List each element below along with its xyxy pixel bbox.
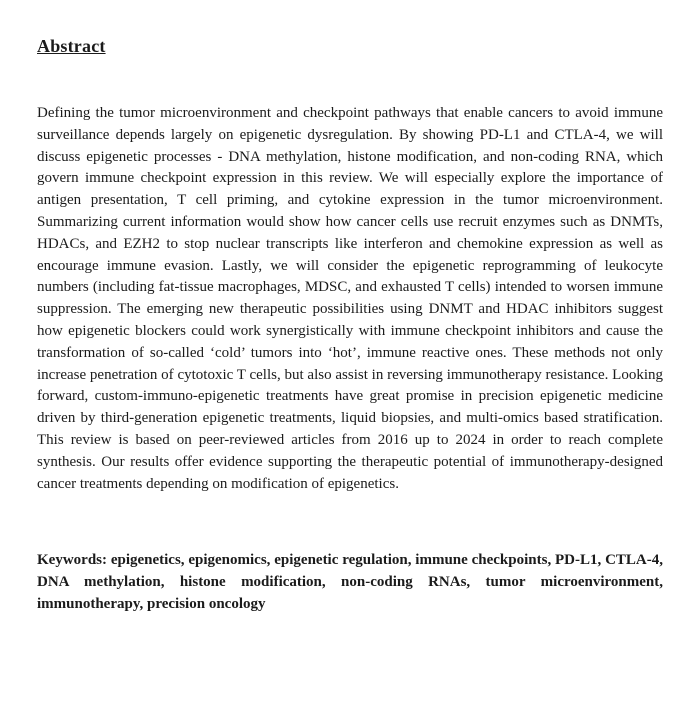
keywords-label: Keywords: (37, 552, 107, 569)
abstract-heading: Abstract (37, 36, 106, 56)
abstract-paragraph: Defining the tumor microenvironment and checkpoint pathways that enable cancers to avoid immune surveillance depends largely on epigenetic dysregulation. By showing PD-L1 and CTLA-4, we will discuss epigenetic processes - DNA methylation, histone modification, and non-coding RNA, which govern immune checkpoint expression in this review. We will especially explore the importance of antigen presentation, T cell priming, and cytokine expression in the tumor microenvironment. Summarizing current information would show how cancer cells use recruit enzymes such as DNMTs, HDACs, and EZH2 to stop nuclear transcripts like interferon and chemokine expression as well as encourage immune evasion. Lastly, we will consider the epigenetic reprogramming of leukocyte numbers (including fat-tissue macrophages, MDSC, and exhausted T cells) intended to worsen immune suppression. The emerging new therapeutic possibilities using DNMT and HDAC inhibitors suggest how epigenetic blockers could work synergistically with immune checkpoint inhibitors and cause the transformation of so-called ‘cold’ tumors into ‘hot’, immune reactive ones. These methods not only increase penetration of cytotoxic T cells, but also assist in reversing immunotherapy resistance. Looking forward, custom-immuno-epigenetic treatments have great promise in precision epigenetic medicine driven by third-generation epigenetic treatments, liquid biopsies, and multi-omics based stratification. This review is based on peer-reviewed articles from 2016 up to 2024 in order to reach complete synthesis. Our results offer evidence supporting the therapeutic potential of immunotherapy-designed cancer treatments depending on modification of epigenetics. (37, 105, 663, 492)
keywords-paragraph (37, 550, 663, 615)
keywords-list: epigenetics, epigenomics, epigenetic regulation, immune checkpoints, PD-L1, CTLA-4, DNA methylation, histone modification, non-coding RNAs, tumor microenvironment, immunotherapy, precision oncology (37, 552, 663, 612)
